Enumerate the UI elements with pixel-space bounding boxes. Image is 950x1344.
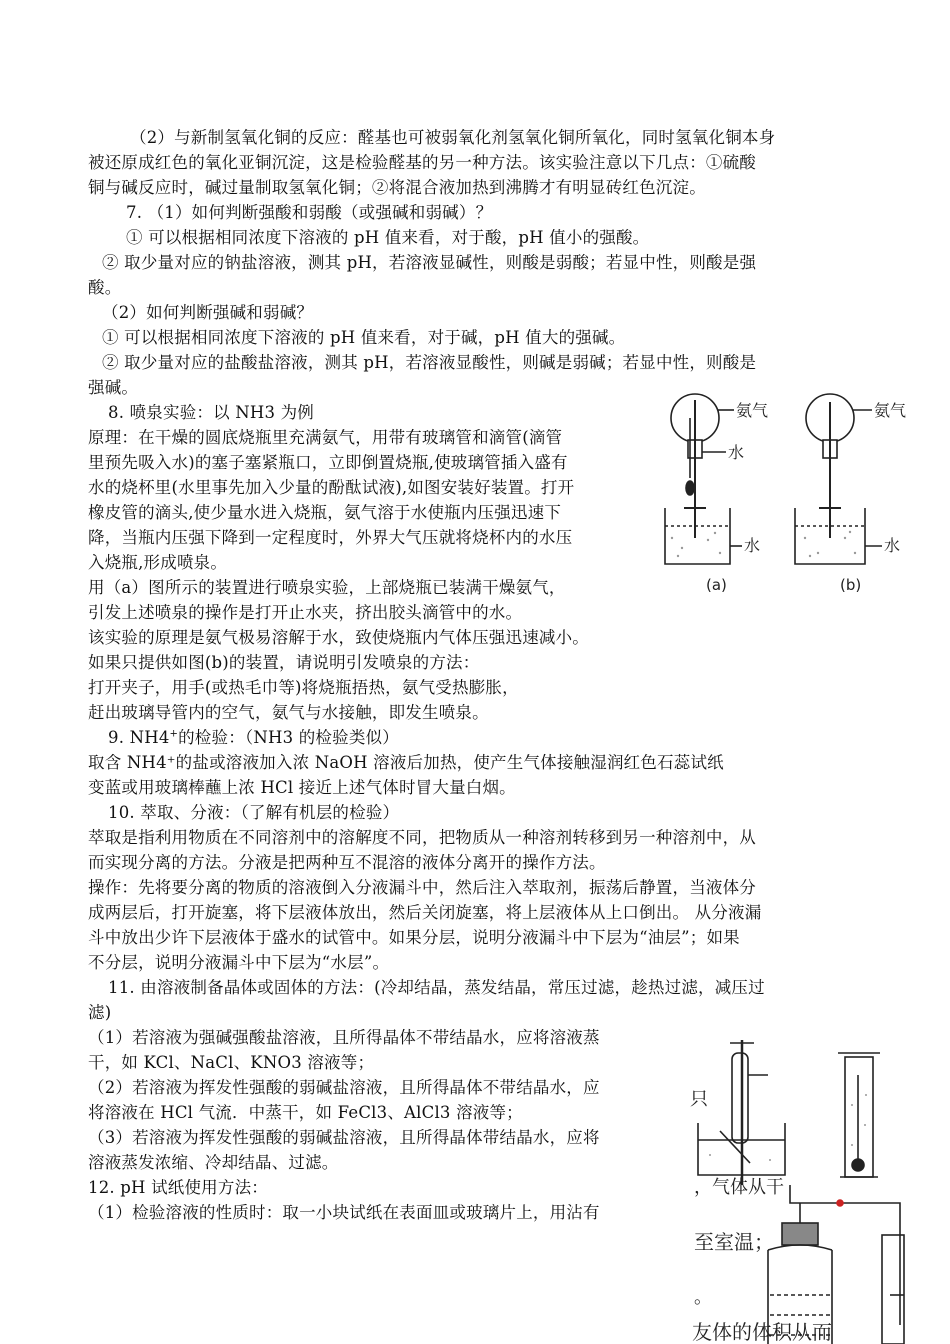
section10-p4: 成两层后，打开旋塞，将下层液体放出，然后关闭旋塞，将上层液体从上口倒出。 从分液漏 [88, 903, 762, 922]
section9-p2: 变蓝或用玻璃棒蘸上浓 HCl 接近上述气体时冒大量白烟。 [88, 778, 516, 797]
fragment-4: 。 [694, 1287, 712, 1308]
section8-p9: 该实验的原理是氨气极易溶解于水，致使烧瓶内气体压强迅速减小。 [88, 628, 589, 647]
section11-title: 11. 由溶液制备晶体或固体的方法：(冷却结晶，蒸发结晶，常压过滤，趁热过滤，减压过 [108, 978, 765, 997]
section11-title-b: 滤) [88, 1003, 112, 1022]
section9-title-post: 的检验：（NH3 的检验类似） [178, 728, 399, 747]
section7-sub2: （2）如何判断强碱和弱碱？ [102, 303, 314, 322]
section11-p5: （3）若溶液为挥发性强酸的弱碱盐溶液，且所得晶体带结晶水，应将 [88, 1128, 600, 1147]
section7-b2: ② 取少量对应的盐酸盐溶液，测其 pH，若溶液显酸性，则碱是弱碱；若显中性，则酸是 [102, 353, 757, 372]
section8-p12: 赶出玻璃导管内的空气，氨气与水接触，即发生喷泉。 [88, 703, 489, 722]
section8-title: 8. 喷泉实验：以 NH3 为例 [108, 403, 315, 422]
section8-p1: 原理：在干燥的圆底烧瓶里充满氨气，用带有玻璃管和滴管(滴管 [88, 428, 563, 447]
section8-p10: 如果只提供如图(b)的装置，请说明引发喷泉的方法： [88, 653, 480, 672]
beaker-a-icon [665, 508, 730, 564]
section8-p7: 用（a）图所示的装置进行喷泉实验，上部烧瓶已装满干燥氨气， [88, 578, 566, 597]
test-tube-icon [732, 1053, 748, 1143]
apparatus-figure [690, 1035, 950, 1344]
section10-p1: 萃取是指利用物质在不同溶剂中的溶解度不同，把物质从一种溶剂转移到另一种溶剂中，从 [88, 828, 756, 847]
label-gas-b: 氨气 [874, 401, 907, 420]
section10-p5: 斗中放出少许下层液体于盛水的试管中。如果分层，说明分液漏斗中下层为“油层”；如果 [88, 928, 740, 947]
section7-a1: ① 可以根据相同浓度下溶液的 pH 值来看，对于酸，pH 值小的强酸。 [126, 228, 650, 247]
para-copper-line1: （2）与新制氢氧化铜的反应：醛基也可被弱氧化剂氢氧化铜所氧化，同时氢氧化铜本身 [130, 128, 776, 147]
para-copper-line2: 被还原成红色的氧化亚铜沉淀，这是检验醛基的另一种方法。该实验注意以下几点：①硫酸 [88, 153, 756, 172]
section8-p6: 入烧瓶,形成喷泉。 [88, 553, 228, 572]
label-gas-a: 氨气 [736, 401, 769, 420]
section10-p6: 不分层，说明分液漏斗中下层为“水层”。 [88, 953, 390, 972]
section11-p3: （2）若溶液为挥发性强酸的弱碱盐溶液，且所得晶体不带结晶水，应 [88, 1078, 600, 1097]
section7-title: 7. （1）如何判断强酸和弱酸（或强碱和弱碱）？ [126, 203, 493, 222]
section7-b2b: 强碱。 [88, 378, 139, 397]
stopper-icon [782, 1223, 818, 1245]
section11-p2: 干，如 KCl、NaCl、KNO3 溶液等； [88, 1053, 375, 1072]
section9-title [108, 726, 399, 750]
section12-title: 12. pH 试纸使用方法： [88, 1178, 268, 1197]
label-water-b: 水 [884, 536, 901, 555]
section8-p11: 打开夹子，用手(或热毛巾等)将烧瓶捂热，氨气受热膨胀， [88, 678, 519, 697]
section7-a2b: 酸。 [88, 278, 122, 297]
section8-p3: 水的烧杯里(水里事先加入少量的酚酞试液),如图安装好装置。打开 [88, 478, 575, 497]
label-a: (a) [706, 576, 727, 594]
section10-p2: 而实现分离的方法。分液是把两种互不混溶的液体分离开的操作方法。 [88, 853, 606, 872]
fragment-5: 友体的体积从而 [692, 1320, 832, 1344]
section11-p4: 将溶液在 HCl 气流．中蒸干，如 FeCl3、AlCl3 溶液等； [88, 1103, 523, 1122]
section7-b1: ① 可以根据相同浓度下溶液的 pH 值来看，对于碱，pH 值大的强碱。 [102, 328, 626, 347]
section12-p1: （1）检验溶液的性质时：取一小块试纸在表面皿或玻璃片上，用沾有 [88, 1203, 600, 1222]
label-water-a: 水 [728, 443, 745, 462]
section9-p1: 取含 NH4⁺的盐或溶液加入浓 NaOH 溶液后加热，使产生气体接触湿润红色石蕊试纸 [88, 753, 724, 772]
fountain-experiment-figure [660, 388, 930, 600]
section8-p4: 橡皮管的滴头,使少量水进入烧瓶，氨气溶于水使瓶内压强迅速下 [88, 503, 562, 522]
fragment-3: 至室温； [694, 1230, 774, 1254]
para-copper-line3: 铜与碱反应时，碱过量制取氢氧化铜；②将混合液加热到沸腾才有明显砖红色沉淀。 [88, 178, 706, 197]
section10-p3: 操作：先将要分离的物质的溶液倒入分液漏斗中，然后注入萃取剂，振荡后静置，当液体分 [88, 878, 756, 897]
section11-p6: 溶液蒸发浓缩、冷却结晶、过滤。 [88, 1153, 339, 1172]
fragment-2: ，气体从干 [694, 1177, 784, 1198]
section7-a2: ② 取少量对应的钠盐溶液，测其 pH，若溶液显碱性，则酸是弱酸；若显中性，则酸是强 [102, 253, 757, 272]
fragment-1: 只 [690, 1089, 708, 1110]
section10-title: 10. 萃取、分液：（了解有机层的检验） [108, 803, 400, 822]
section9-title-sup: + [169, 728, 179, 740]
section8-p5: 降，当瓶内压强下降到一定程度时，外界大气压就将烧杯内的水压 [88, 528, 573, 547]
section11-p1: （1）若溶液为强碱强酸盐溶液，且所得晶体不带结晶水，应将溶液蒸 [88, 1028, 600, 1047]
section8-p8: 引发上述喷泉的操作是打开止水夹，挤出胶头滴管中的水。 [88, 603, 523, 622]
section8-p2: 里预先吸入水)的塞子塞紧瓶口，立即倒置烧瓶,使玻璃管插入盛有 [88, 453, 568, 472]
label-water-a2: 水 [744, 536, 761, 555]
section9-title-pre: 9. NH4 [108, 728, 170, 747]
label-b: (b) [840, 576, 862, 594]
